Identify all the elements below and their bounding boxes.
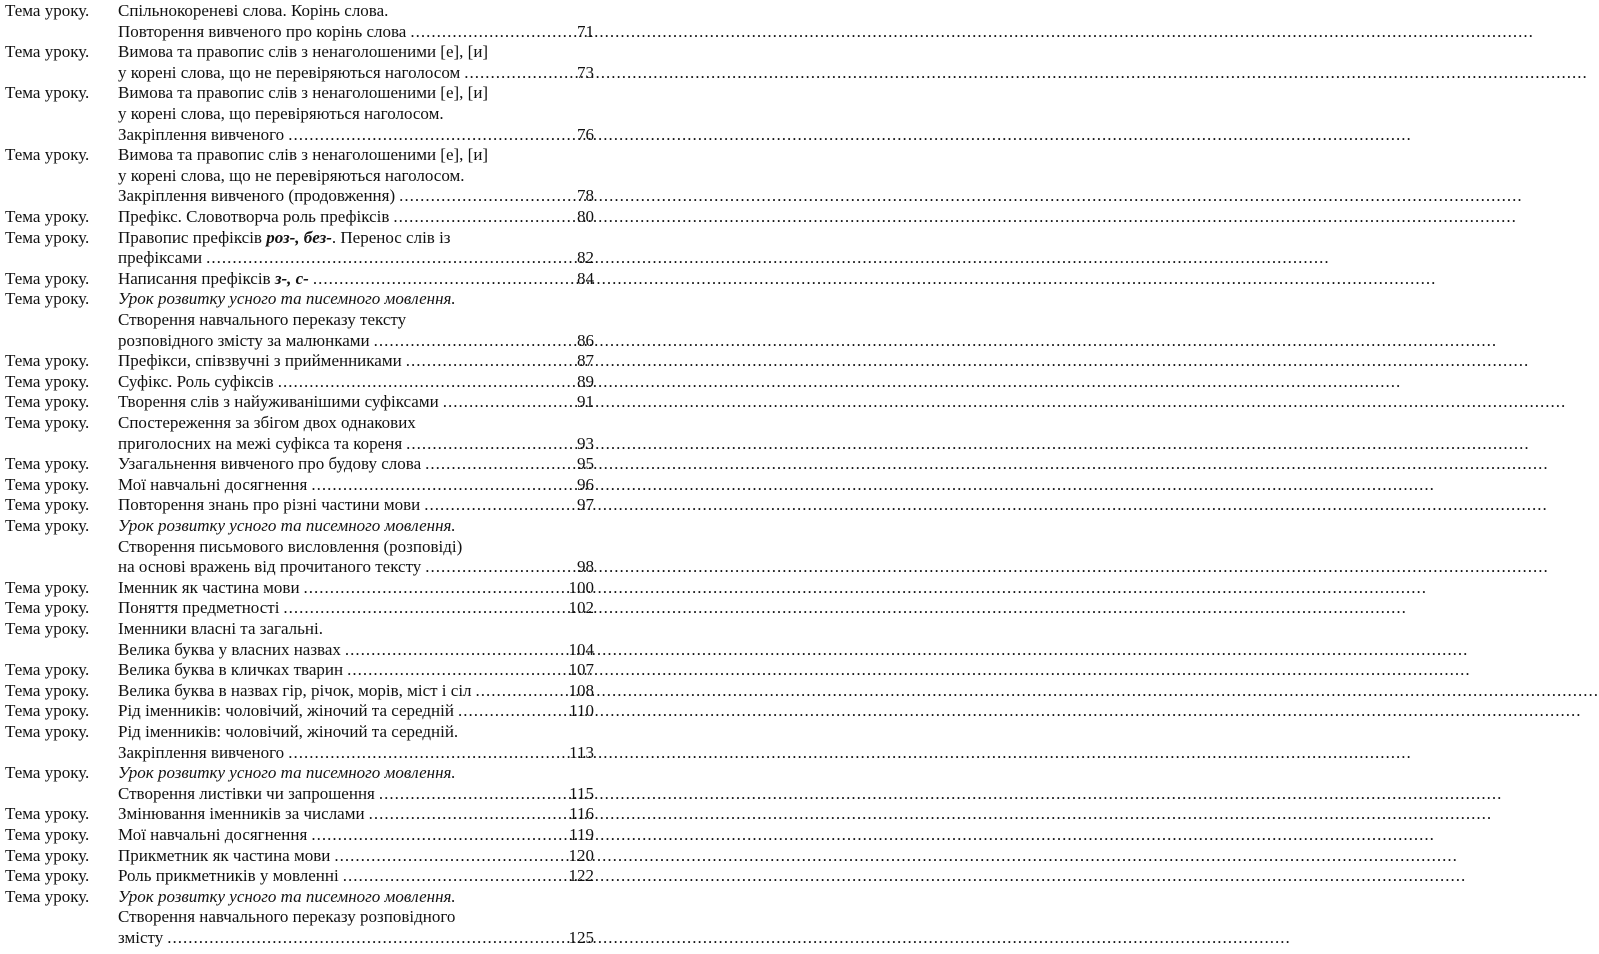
entry-title xyxy=(118,413,594,454)
entry-title-line xyxy=(118,63,594,84)
entry-title-line xyxy=(118,83,594,104)
title-segment: Мої навчальні досягнення xyxy=(118,825,308,844)
entry-title-text xyxy=(118,186,395,207)
entry-title-text xyxy=(118,248,202,269)
title-segment: Закріплення вивченого xyxy=(118,742,285,762)
entry-title xyxy=(118,887,594,949)
entry-title xyxy=(118,681,594,702)
entry-label: Тема уроку. xyxy=(5,289,90,309)
entry-label: Тема уроку. xyxy=(5,845,90,865)
entry-title-line xyxy=(118,310,594,331)
entry-title-line xyxy=(118,392,594,413)
entry-label: Тема уроку. xyxy=(5,268,90,288)
entry-title-line xyxy=(118,475,594,496)
title-segment: Закріплення вивченого (продовження) xyxy=(118,186,396,206)
entry-title-text xyxy=(118,166,465,187)
entry-title-text xyxy=(118,887,456,908)
entry-title-line xyxy=(118,701,594,722)
title-segment: Написання префіксів xyxy=(118,268,275,288)
dot-leader xyxy=(424,495,571,516)
entry-title-text xyxy=(118,22,406,43)
entry-title-line xyxy=(118,907,594,928)
dot-leader xyxy=(458,701,563,722)
entry-title xyxy=(118,351,594,372)
dot-leader xyxy=(379,784,563,805)
entry-title-line xyxy=(118,846,594,867)
entry-title-text xyxy=(118,42,488,63)
page-number: 104 xyxy=(568,639,594,659)
entry-title-line xyxy=(118,516,594,537)
entry-title-text xyxy=(118,537,462,558)
entry-title-text xyxy=(118,145,488,166)
entry-title xyxy=(118,454,594,475)
title-segment: Створення листівки чи запрошення xyxy=(118,783,375,803)
title-segment: Урок розвитку усного та писемного мовлення. xyxy=(118,289,456,309)
entry-title-line xyxy=(118,928,594,949)
dot-leader xyxy=(399,186,571,207)
entry-title-text xyxy=(118,434,402,455)
dot-leader xyxy=(476,681,563,702)
dot-leader xyxy=(167,928,562,949)
title-segment: Роль прикметників у мовленні xyxy=(118,866,339,886)
entry-title xyxy=(118,598,594,619)
page-number: 110 xyxy=(569,701,594,721)
title-segment: розповідного змісту за малюнками xyxy=(118,330,370,350)
entry-title-text xyxy=(118,372,274,393)
entry-title-line xyxy=(118,104,594,125)
entry-title-text xyxy=(118,125,284,146)
entry-title-line xyxy=(118,207,594,228)
dot-leader xyxy=(374,331,571,352)
title-segment: Правопис префіксів xyxy=(118,227,267,247)
title-segment: Спільнокореневі слова. Корінь слова. xyxy=(118,1,389,20)
entry-title-text xyxy=(118,825,307,846)
entry-title-line xyxy=(118,372,594,393)
entry-title xyxy=(118,701,594,722)
page-number: 96 xyxy=(577,474,594,494)
entry-title-text xyxy=(118,207,389,228)
title-segment: Суфікс. Роль суфіксів xyxy=(118,371,274,391)
page-number: 113 xyxy=(569,742,594,762)
title-segment: у корені слова, що не перевіряються наголосом. xyxy=(118,165,465,185)
dot-leader xyxy=(206,248,571,269)
entry-title-text xyxy=(118,640,341,661)
dot-leader xyxy=(283,598,562,619)
entry-title xyxy=(118,475,594,496)
page-number: 71 xyxy=(577,21,594,41)
entry-title-text xyxy=(118,331,370,352)
page-number: 122 xyxy=(568,866,594,886)
entry-title-text xyxy=(118,1,388,22)
entry-title-line xyxy=(118,784,594,805)
title-segment: Іменник як частина мови xyxy=(118,577,300,597)
dot-leader xyxy=(406,434,571,455)
entry-title-text xyxy=(118,784,375,805)
entry-title xyxy=(118,846,594,867)
entry-title-line xyxy=(118,1,594,22)
title-segment: Повторення вивченого про корінь слова xyxy=(118,21,407,41)
dot-leader xyxy=(311,825,563,846)
entry-title-line xyxy=(118,331,594,352)
dot-leader xyxy=(425,454,571,475)
entry-title-line xyxy=(118,537,594,558)
entry-title xyxy=(118,228,594,269)
entry-title-line xyxy=(118,660,594,681)
title-segment: приголосних на межі суфікса та кореня xyxy=(118,433,403,453)
title-segment: роз-, без- xyxy=(266,227,332,247)
page-number: 107 xyxy=(568,660,594,680)
page-number: 97 xyxy=(577,495,594,515)
dot-leader xyxy=(347,660,562,681)
entry-label: Тема уроку. xyxy=(5,763,90,783)
entry-label: Тема уроку. xyxy=(5,495,90,515)
entry-title xyxy=(118,866,594,887)
entry-title xyxy=(118,804,594,825)
title-segment: Створення навчального переказу розповідного xyxy=(118,907,456,927)
title-segment: Створення письмового висловлення (розповіді) xyxy=(118,536,463,556)
entry-label: Тема уроку. xyxy=(5,701,90,721)
entry-title-line xyxy=(118,186,594,207)
dot-leader xyxy=(343,866,563,887)
entry-title-line xyxy=(118,722,594,743)
title-segment: Вимова та правопис слів з ненаголошеними [е], [и] xyxy=(118,83,489,103)
title-segment: Закріплення вивченого xyxy=(118,124,285,144)
dot-leader xyxy=(345,640,563,661)
entry-label: Тема уроку. xyxy=(5,392,90,412)
title-segment: Урок розвитку усного та писемного мовлення. xyxy=(118,516,456,535)
dot-leader xyxy=(334,846,562,867)
entry-title-line xyxy=(118,434,594,455)
entry-title-text xyxy=(118,228,451,249)
title-segment: на основі вражень від прочитаного тексту xyxy=(118,557,422,577)
title-segment: Створення навчального переказу тексту xyxy=(118,309,407,329)
entry-title xyxy=(118,145,594,207)
title-segment: Вимова та правопис слів з ненаголошеними [е], [и] xyxy=(118,42,489,62)
entry-title xyxy=(118,207,594,228)
page-number: 116 xyxy=(569,804,594,824)
entry-title-line xyxy=(118,495,594,516)
entry-title-text xyxy=(118,495,420,516)
entry-label: Тема уроку. xyxy=(5,371,90,391)
entry-title-text xyxy=(118,104,444,125)
title-segment: Велика буква у власних назвах xyxy=(118,639,341,659)
title-segment: Префікс. Словотворча роль префіксів xyxy=(118,207,390,226)
page-number: 80 xyxy=(577,207,594,226)
entry-label: Тема уроку. xyxy=(5,42,90,62)
entry-title xyxy=(118,516,594,578)
entry-title-line xyxy=(118,866,594,887)
entry-label: Тема уроку. xyxy=(5,83,90,103)
entry-title xyxy=(118,289,594,351)
entry-label: Тема уроку. xyxy=(5,351,90,371)
entry-title-line xyxy=(118,351,594,372)
entry-title xyxy=(118,1,594,42)
dot-leader xyxy=(288,743,563,764)
entry-title-line xyxy=(118,42,594,63)
page-number: 93 xyxy=(577,433,594,453)
entry-label: Тема уроку. xyxy=(5,413,90,432)
entry-title-text xyxy=(118,763,456,784)
entry-title xyxy=(118,392,594,413)
entry-title xyxy=(118,42,594,83)
dot-leader xyxy=(443,392,571,413)
entry-title-text xyxy=(118,619,323,640)
entry-title xyxy=(118,660,594,681)
title-segment: Прикметник як частина мови xyxy=(118,845,331,865)
title-segment: Іменники власні та загальні. xyxy=(118,619,323,638)
entry-title-line xyxy=(118,743,594,764)
entry-title-text xyxy=(118,907,455,928)
entry-title-line xyxy=(118,640,594,661)
page-number: 120 xyxy=(568,845,594,865)
dot-leader xyxy=(369,804,564,825)
page-number: 78 xyxy=(577,186,594,206)
entry-label: Тема уроку. xyxy=(5,866,90,886)
title-segment: Префікси, співзвучні з прийменниками xyxy=(118,351,402,371)
title-segment: з-, с- xyxy=(274,268,309,288)
title-segment: Рід іменників: чоловічий, жіночий та середній xyxy=(118,701,454,721)
dot-leader xyxy=(288,125,571,146)
entry-title xyxy=(118,825,594,846)
entry-label: Тема уроку. xyxy=(5,619,90,638)
entry-title xyxy=(118,495,594,516)
entry-label: Тема уроку. xyxy=(5,227,90,247)
title-segment: Вимова та правопис слів з ненаголошеними [е], [и] xyxy=(118,145,489,165)
page-number: 73 xyxy=(577,62,594,82)
entry-title xyxy=(118,269,594,290)
entry-label: Тема уроку. xyxy=(5,804,90,824)
entry-title-line xyxy=(118,578,594,599)
page-number: 102 xyxy=(568,598,594,618)
entry-label: Тема уроку. xyxy=(5,825,90,844)
entry-title-line xyxy=(118,125,594,146)
page-number: 108 xyxy=(568,680,594,700)
page-number: 95 xyxy=(577,454,594,474)
dot-leader xyxy=(304,578,563,599)
dot-leader xyxy=(410,22,571,43)
entry-label: Тема уроку. xyxy=(5,886,90,906)
entry-label: Тема уроку. xyxy=(5,577,90,597)
entry-label: Тема уроку. xyxy=(5,454,90,474)
entry-title-text xyxy=(118,846,330,867)
entry-title xyxy=(118,763,594,804)
entry-title-line xyxy=(118,289,594,310)
title-segment: Велика буква в кличках тварин xyxy=(118,660,344,680)
dot-leader xyxy=(464,63,571,84)
title-segment: у корені слова, що перевіряються наголосом. xyxy=(118,103,444,123)
entry-title-text xyxy=(118,392,439,413)
title-segment: Узагальнення вивченого про будову слова xyxy=(118,454,422,474)
entry-label: Тема уроку. xyxy=(5,516,90,535)
entry-title-text xyxy=(118,269,309,290)
entry-title xyxy=(118,578,594,599)
entry-title-line xyxy=(118,619,594,640)
page-number: 125 xyxy=(568,927,594,947)
dot-leader xyxy=(313,269,571,290)
page-number: 100 xyxy=(568,577,594,597)
title-segment: Велика буква в назвах гір, річок, морів, міст і сіл xyxy=(118,680,472,700)
entry-title-line xyxy=(118,269,594,290)
entry-title-text xyxy=(118,578,300,599)
dot-leader xyxy=(278,372,571,393)
page-number: 82 xyxy=(577,248,594,268)
entry-title-line xyxy=(118,248,594,269)
entry-label: Тема уроку. xyxy=(5,207,90,226)
entry-label: Тема уроку. xyxy=(5,722,90,741)
title-segment: Мої навчальні досягнення xyxy=(118,474,308,494)
entry-title-text xyxy=(118,660,343,681)
entry-title-text xyxy=(118,351,402,372)
entry-label: Тема уроку. xyxy=(5,660,90,680)
entry-label: Тема уроку. xyxy=(5,680,90,700)
entry-title-text xyxy=(118,928,163,949)
entry-label: Тема уроку. xyxy=(5,145,90,165)
dot-leader xyxy=(425,557,571,578)
entry-title-text xyxy=(118,475,307,496)
entry-title-text xyxy=(118,743,284,764)
title-segment: Змінювання іменників за числами xyxy=(118,804,365,824)
entry-title-line xyxy=(118,887,594,908)
entry-label: Тема уроку. xyxy=(5,474,90,494)
entry-title-line xyxy=(118,22,594,43)
entry-title-line xyxy=(118,145,594,166)
dot-leader xyxy=(406,351,571,372)
title-segment: Урок розвитку усного та писемного мовлення. xyxy=(118,763,456,783)
page-number: 76 xyxy=(577,124,594,144)
entry-title-text xyxy=(118,63,460,84)
entry-title-text xyxy=(118,310,406,331)
title-segment: Творення слів з найуживанішими суфіксами xyxy=(118,392,439,412)
entry-title-text xyxy=(118,598,279,619)
page-number: 87 xyxy=(577,351,594,371)
entry-title xyxy=(118,83,594,145)
entry-label: Тема уроку. xyxy=(5,1,90,20)
dot-leader xyxy=(311,475,571,496)
page-number: 98 xyxy=(577,557,594,577)
title-segment: префіксами xyxy=(118,248,203,268)
entry-title xyxy=(118,619,594,660)
entry-title xyxy=(118,372,594,393)
entry-title-text xyxy=(118,681,472,702)
entry-title-text xyxy=(118,804,365,825)
entry-title-text xyxy=(118,557,421,578)
title-segment: Урок розвитку усного та писемного мовлення. xyxy=(118,886,456,906)
title-segment: Поняття предметності xyxy=(118,598,280,618)
entry-title-text xyxy=(118,454,421,475)
entry-title-line xyxy=(118,454,594,475)
title-segment: . Перенос слів із xyxy=(331,227,451,247)
entry-title-line xyxy=(118,681,594,702)
title-segment: у корені слова, що не перевіряються наголосом xyxy=(118,62,461,82)
entry-title-line xyxy=(118,228,594,249)
page-number: 89 xyxy=(577,371,594,391)
entry-title-line xyxy=(118,763,594,784)
page-number: 115 xyxy=(569,783,594,803)
title-segment: Повторення знань про різні частини мови xyxy=(118,495,421,515)
page-number: 119 xyxy=(569,825,594,844)
entry-title-text xyxy=(118,413,416,434)
entry-title-text xyxy=(118,701,454,722)
dot-leader xyxy=(393,207,571,228)
page-number: 86 xyxy=(577,330,594,350)
entry-title-line xyxy=(118,825,594,846)
entry-title-line xyxy=(118,598,594,619)
title-segment: Рід іменників: чоловічий, жіночий та середній. xyxy=(118,722,459,741)
title-segment: Спостереження за збігом двох однакових xyxy=(118,413,416,432)
table-of-contents xyxy=(0,0,600,954)
title-segment: змісту xyxy=(118,927,164,947)
entry-title xyxy=(118,722,594,763)
entry-title-text xyxy=(118,866,339,887)
entry-title-text xyxy=(118,83,488,104)
entry-label: Тема уроку. xyxy=(5,598,90,618)
entry-title-text xyxy=(118,516,456,537)
entry-title-line xyxy=(118,413,594,434)
page-number: 84 xyxy=(577,268,594,288)
entry-title-line xyxy=(118,557,594,578)
entry-title-text xyxy=(118,289,456,310)
page-number: 91 xyxy=(577,392,594,412)
entry-title-line xyxy=(118,804,594,825)
entry-title-text xyxy=(118,722,458,743)
entry-title-line xyxy=(118,166,594,187)
